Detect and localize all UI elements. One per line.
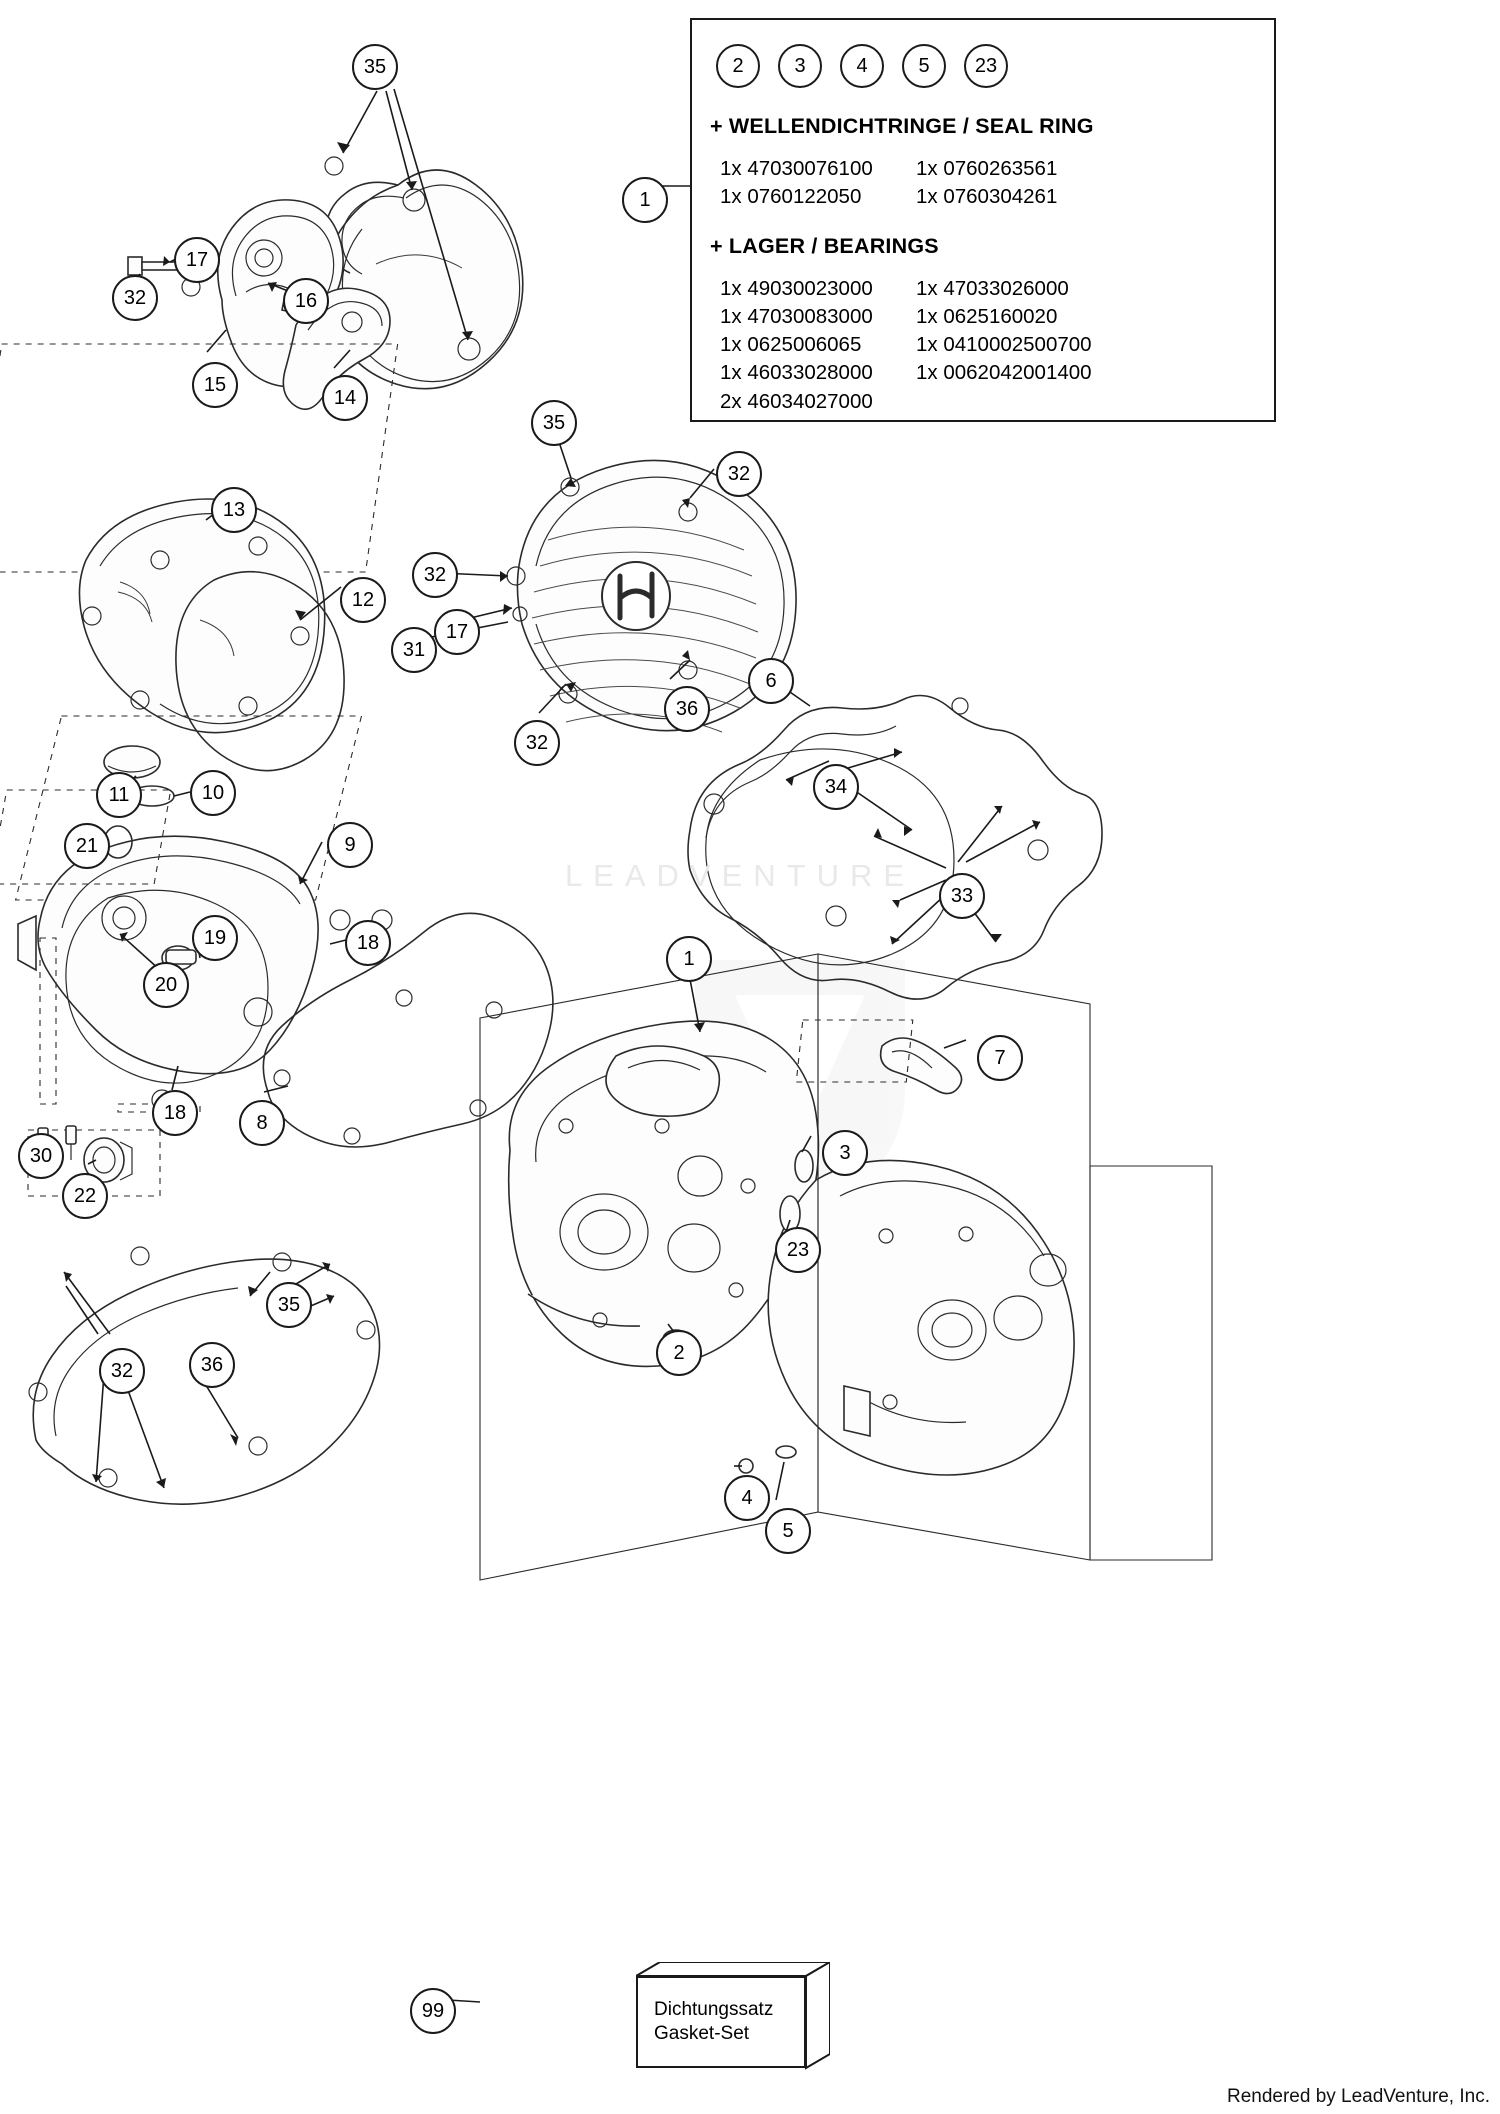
callout-11[interactable]: 11 xyxy=(96,772,142,818)
callout-36[interactable]: 36 xyxy=(189,1342,235,1388)
seal-bearing-legend xyxy=(690,18,1276,422)
legend-cell: 2x 46034027000 xyxy=(720,389,873,413)
callout-35[interactable]: 35 xyxy=(531,400,577,446)
legend-row xyxy=(720,331,1274,359)
legend-chip-row xyxy=(692,20,1274,88)
inner-clutch-cover-13 xyxy=(79,499,324,733)
render-credit: Rendered by LeadVenture, Inc. xyxy=(1226,2086,1490,2107)
legend-chip: 2 xyxy=(716,44,760,88)
gasket-set-face xyxy=(636,1976,806,2068)
legend-chip: 23 xyxy=(964,44,1008,88)
callout-31[interactable]: 31 xyxy=(391,627,437,673)
callout-17[interactable]: 17 xyxy=(174,237,220,283)
callout-16[interactable]: 16 xyxy=(283,278,329,324)
legend-row xyxy=(720,155,1274,183)
callout-30[interactable]: 30 xyxy=(18,1133,64,1179)
gasket-set-line2: Gasket-Set xyxy=(654,2023,750,2044)
callout-9[interactable]: 9 xyxy=(327,822,373,868)
legend-cell: 1x 46033028000 xyxy=(720,361,873,385)
legend-row xyxy=(720,303,1274,331)
callout-3[interactable]: 3 xyxy=(822,1130,868,1176)
callout-19[interactable]: 19 xyxy=(192,915,238,961)
callout-32[interactable]: 32 xyxy=(716,451,762,497)
callout-15[interactable]: 15 xyxy=(192,362,238,408)
callout-22[interactable]: 22 xyxy=(62,1173,108,1219)
callout-17[interactable]: 17 xyxy=(434,609,480,655)
legend-cell: 1x 0625006065 xyxy=(720,333,862,357)
callout-1[interactable]: 1 xyxy=(622,177,668,223)
gasket-set-box xyxy=(636,1962,830,2070)
callout-32[interactable]: 32 xyxy=(412,552,458,598)
callout-34[interactable]: 34 xyxy=(813,764,859,810)
legend-cell: 1x 0760263561 xyxy=(916,157,1058,180)
husqvarna-logo xyxy=(602,562,670,630)
callout-14[interactable]: 14 xyxy=(322,375,368,421)
callout-23[interactable]: 23 xyxy=(775,1227,821,1273)
legend-cell: 1x 47030083000 xyxy=(720,304,873,328)
callout-99[interactable]: 99 xyxy=(410,1988,456,2034)
legend-cell: 1x 0760304261 xyxy=(916,185,1058,209)
callout-32[interactable]: 32 xyxy=(99,1348,145,1394)
callout-21[interactable]: 21 xyxy=(64,823,110,869)
callout-4[interactable]: 4 xyxy=(724,1475,770,1521)
legend-chip: 5 xyxy=(902,44,946,88)
legend-cell: 1x 0062042001400 xyxy=(916,361,1092,385)
legend-seal-heading: + WELLENDICHTRINGE / SEAL RING xyxy=(710,114,1094,138)
callout-33[interactable]: 33 xyxy=(939,873,985,919)
callout-36[interactable]: 36 xyxy=(664,686,710,732)
legend-row xyxy=(720,183,1274,211)
callout-12[interactable]: 12 xyxy=(340,577,386,623)
gasket-set-line1: Dichtungssatz xyxy=(654,1998,774,2020)
callout-32[interactable]: 32 xyxy=(514,720,560,766)
legend-cell: 1x 47033026000 xyxy=(916,276,1069,300)
callout-35[interactable]: 35 xyxy=(266,1282,312,1328)
legend-cell: 1x 49030023000 xyxy=(720,276,873,300)
callout-8[interactable]: 8 xyxy=(239,1100,285,1146)
legend-bearing-rows xyxy=(720,275,1274,416)
callout-5[interactable]: 5 xyxy=(765,1508,811,1554)
legend-cell: 1x 0760122050 xyxy=(720,185,862,209)
callout-13[interactable]: 13 xyxy=(211,487,257,533)
legend-chip: 3 xyxy=(778,44,822,88)
legend-cell: 1x 0625160020 xyxy=(916,304,1058,328)
legend-seal-rows xyxy=(720,155,1274,212)
callout-6[interactable]: 6 xyxy=(748,658,794,704)
callout-10[interactable]: 10 xyxy=(190,770,236,816)
callout-18[interactable]: 18 xyxy=(345,920,391,966)
legend-row xyxy=(720,388,1274,416)
legend-cell: 1x 47030076100 xyxy=(720,157,873,180)
watermark-text: LEADVENTURE xyxy=(564,858,916,893)
crankcase-right-half xyxy=(768,1160,1074,1475)
callout-7[interactable]: 7 xyxy=(977,1035,1023,1081)
case-gasket-6 xyxy=(688,696,1102,1000)
callout-18[interactable]: 18 xyxy=(152,1090,198,1136)
callout-2[interactable]: 2 xyxy=(656,1330,702,1376)
legend-cell: 1x 0410002500700 xyxy=(916,333,1092,357)
callout-1[interactable]: 1 xyxy=(666,936,712,982)
legend-row xyxy=(720,359,1274,387)
callout-32[interactable]: 32 xyxy=(112,275,158,321)
legend-chip: 4 xyxy=(840,44,884,88)
ignition-cover-9 xyxy=(18,746,318,1083)
callout-35[interactable]: 35 xyxy=(352,44,398,90)
callout-20[interactable]: 20 xyxy=(143,962,189,1008)
legend-row xyxy=(720,275,1274,303)
legend-bearing-heading: + LAGER / BEARINGS xyxy=(710,233,939,258)
